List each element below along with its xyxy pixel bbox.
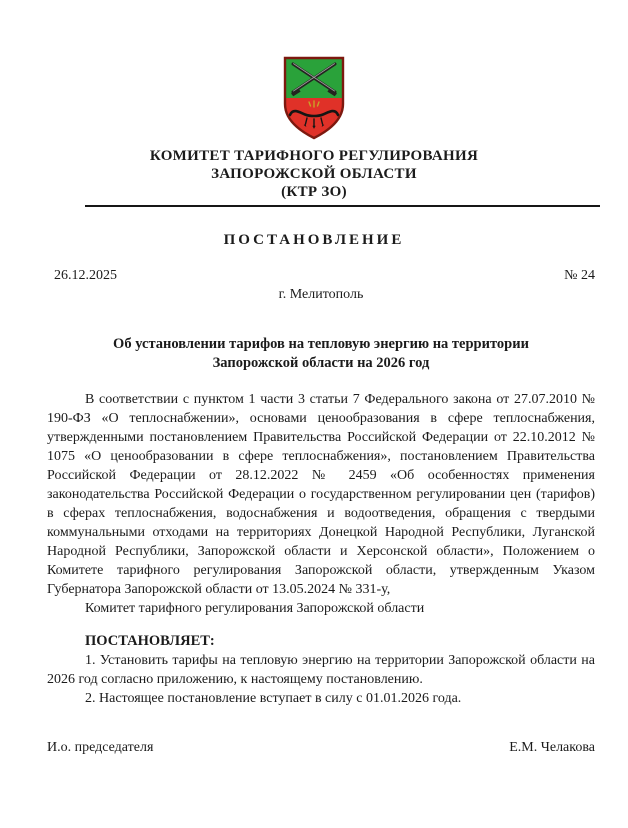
doc-title: Об установлении тарифов на тепловую энергию на территории Запорожской области на 2026 год <box>113 336 529 371</box>
org-name-line1: КОМИТЕТ ТАРИФНОГО РЕГУЛИРОВАНИЯ <box>149 148 479 164</box>
doc-number: № 24 <box>564 268 595 283</box>
doc-kind-heading: ПОСТАНОВЛЕНИЕ <box>223 232 405 248</box>
signer-position: И.о. председателя <box>47 740 154 755</box>
resolution-point-2: 2. Настоящее постановление вступает в силу с 01.01.2026 года. <box>85 691 462 706</box>
header-divider <box>85 205 600 207</box>
resolves-heading: ПОСТАНОВЛЯЕТ: <box>85 633 215 649</box>
org-name-block <box>0 147 628 201</box>
doc-place: г. Мелитополь <box>278 287 364 302</box>
resolution-point-1: 1. Установить тарифы на тепловую энергию на территории Запорожской области на 2026 год согласно приложению, к настоящему постановлению. <box>47 653 595 687</box>
signature-row <box>47 740 595 756</box>
org-name-line2: ЗАПОРОЖСКОЙ ОБЛАСТИ <box>211 166 417 182</box>
signer-name: Е.М. Челакова <box>509 740 595 755</box>
doc-date: 26.12.2025 <box>54 268 117 283</box>
preamble-paragraph: В соответствии с пунктом 1 части 3 статьи 7 Федерального закона от 27.07.2010 № 190-ФЗ «О теплоснабжении», основами ценообразования в сфере теплоснабжения, утвержденными постановлением Правительства Российской Федерации от 22.10.2012 № 1075 «О ценообразовании в сфере теплоснабжения», постановлением Правительства Российской Федерации от 28.12.2022 № 2459 «Об особенностях применения законодательства Российской Федерации о государственном регулировании цен (тарифов) в сферах теплоснабжения, водоснабжения и водоотведения, обращения с твердыми коммунальными отходами на территориях Донецкой Народной Республики, Луганской Народной Республики, Запорожской области и Херсонской области», Положением о Комитете тарифного регулирования Запорожской области, утвержденным Указом Губернатора Запорожской области от 13.05.2024 № 331-у, <box>47 392 595 597</box>
document-content <box>0 268 628 756</box>
doc-meta-row <box>47 268 595 284</box>
org-abbr: (КТР ЗО) <box>281 184 347 200</box>
issuer-line: Комитет тарифного регулирования Запорожской области <box>85 601 425 616</box>
emblem-wrap <box>0 0 628 146</box>
coat-of-arms-zaporozhye-oblast-icon <box>282 55 346 141</box>
